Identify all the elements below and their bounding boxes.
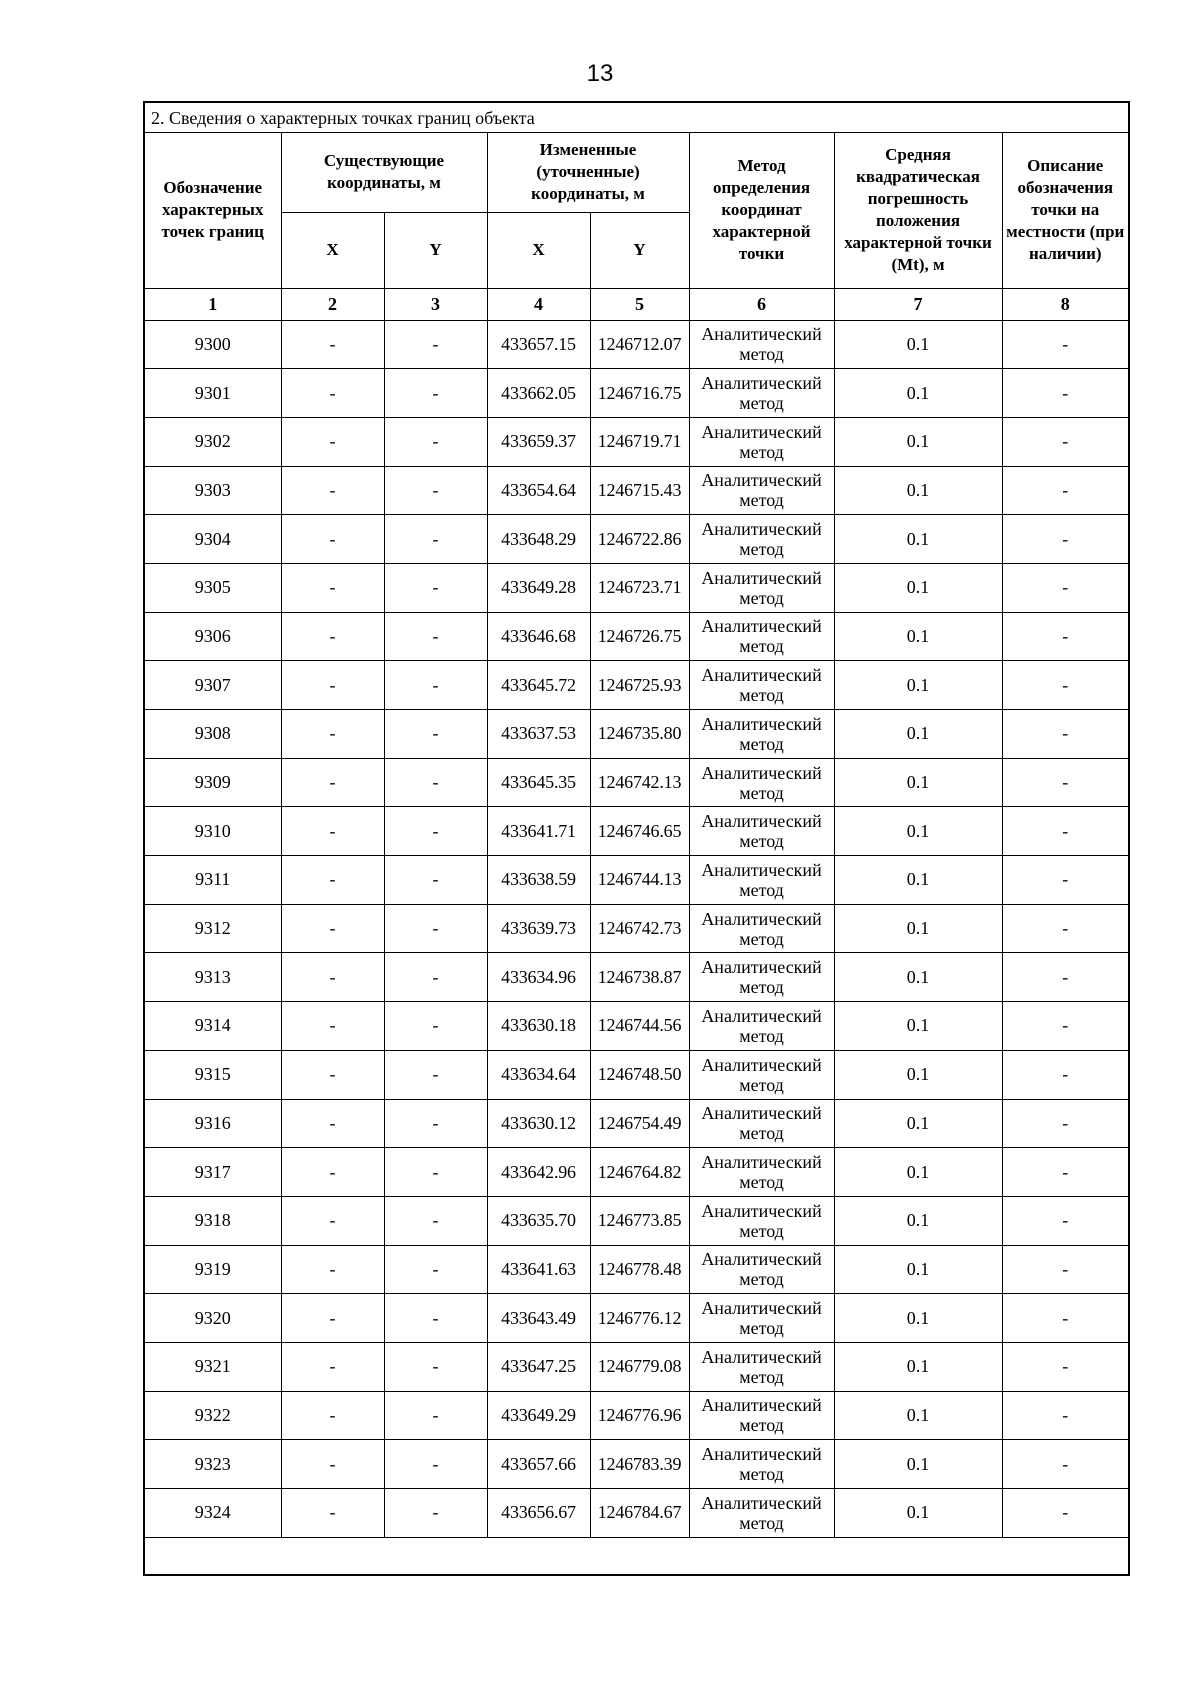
existing-y-cell: - <box>384 320 487 369</box>
point-designation-cell: 9315 <box>145 1050 281 1099</box>
column-numbers-row <box>145 288 1128 320</box>
method-cell: Аналитический метод <box>689 1489 834 1538</box>
method-cell: Аналитический метод <box>689 856 834 905</box>
changed-y-cell: 1246723.71 <box>590 563 689 612</box>
existing-y-cell: - <box>384 1391 487 1440</box>
point-designation-cell: 9300 <box>145 320 281 369</box>
column-number: 6 <box>689 288 834 320</box>
table-row <box>145 807 1128 856</box>
point-designation-cell: 9307 <box>145 661 281 710</box>
changed-x-cell: 433642.96 <box>487 1148 590 1197</box>
column-number: 1 <box>145 288 281 320</box>
empty-footer-cell <box>145 1537 1128 1574</box>
existing-x-cell: - <box>281 1245 384 1294</box>
mean-error-cell: 0.1 <box>834 1294 1002 1343</box>
column-number: 3 <box>384 288 487 320</box>
header-changed-coords: Измененные (уточненные) координаты, м <box>487 133 689 212</box>
method-cell: Аналитический метод <box>689 1002 834 1051</box>
changed-y-cell: 1246742.13 <box>590 758 689 807</box>
changed-x-cell: 433662.05 <box>487 369 590 418</box>
existing-x-cell: - <box>281 1099 384 1148</box>
method-cell: Аналитический метод <box>689 1099 834 1148</box>
method-cell: Аналитический метод <box>689 515 834 564</box>
point-designation-cell: 9323 <box>145 1440 281 1489</box>
existing-x-cell: - <box>281 515 384 564</box>
description-cell: - <box>1002 1099 1128 1148</box>
method-cell: Аналитический метод <box>689 1342 834 1391</box>
description-cell: - <box>1002 1489 1128 1538</box>
method-cell: Аналитический метод <box>689 807 834 856</box>
method-cell: Аналитический метод <box>689 563 834 612</box>
description-cell: - <box>1002 1196 1128 1245</box>
description-cell: - <box>1002 1440 1128 1489</box>
changed-x-cell: 433641.71 <box>487 807 590 856</box>
changed-x-cell: 433649.28 <box>487 563 590 612</box>
existing-y-cell: - <box>384 1050 487 1099</box>
table-row <box>145 710 1128 759</box>
mean-error-cell: 0.1 <box>834 904 1002 953</box>
existing-y-cell: - <box>384 1489 487 1538</box>
changed-x-cell: 433634.96 <box>487 953 590 1002</box>
existing-y-cell: - <box>384 612 487 661</box>
mean-error-cell: 0.1 <box>834 758 1002 807</box>
table-row <box>145 953 1128 1002</box>
existing-x-cell: - <box>281 1002 384 1051</box>
existing-x-cell: - <box>281 1294 384 1343</box>
existing-y-cell: - <box>384 1196 487 1245</box>
description-cell: - <box>1002 1391 1128 1440</box>
method-cell: Аналитический метод <box>689 758 834 807</box>
changed-x-cell: 433630.12 <box>487 1099 590 1148</box>
existing-x-cell: - <box>281 563 384 612</box>
method-cell: Аналитический метод <box>689 1440 834 1489</box>
points-grid <box>145 133 1128 1574</box>
method-cell: Аналитический метод <box>689 369 834 418</box>
mean-error-cell: 0.1 <box>834 1148 1002 1197</box>
changed-y-cell: 1246719.71 <box>590 417 689 466</box>
existing-x-cell: - <box>281 466 384 515</box>
mean-error-cell: 0.1 <box>834 563 1002 612</box>
point-designation-cell: 9303 <box>145 466 281 515</box>
boundary-points-table <box>143 101 1130 1576</box>
description-cell: - <box>1002 417 1128 466</box>
existing-y-cell: - <box>384 1148 487 1197</box>
description-cell: - <box>1002 612 1128 661</box>
table-row <box>145 661 1128 710</box>
method-cell: Аналитический метод <box>689 466 834 515</box>
changed-y-cell: 1246746.65 <box>590 807 689 856</box>
point-designation-cell: 9316 <box>145 1099 281 1148</box>
method-cell: Аналитический метод <box>689 320 834 369</box>
mean-error-cell: 0.1 <box>834 1099 1002 1148</box>
existing-x-cell: - <box>281 710 384 759</box>
mean-error-cell: 0.1 <box>834 417 1002 466</box>
existing-x-cell: - <box>281 1440 384 1489</box>
point-designation-cell: 9317 <box>145 1148 281 1197</box>
table-row <box>145 466 1128 515</box>
mean-error-cell: 0.1 <box>834 320 1002 369</box>
existing-y-cell: - <box>384 1342 487 1391</box>
header-changed-x: X <box>487 212 590 288</box>
existing-y-cell: - <box>384 758 487 807</box>
existing-y-cell: - <box>384 904 487 953</box>
point-designation-cell: 9309 <box>145 758 281 807</box>
changed-x-cell: 433646.68 <box>487 612 590 661</box>
existing-x-cell: - <box>281 612 384 661</box>
mean-error-cell: 0.1 <box>834 1342 1002 1391</box>
changed-y-cell: 1246722.86 <box>590 515 689 564</box>
point-designation-cell: 9320 <box>145 1294 281 1343</box>
existing-x-cell: - <box>281 856 384 905</box>
point-designation-cell: 9310 <box>145 807 281 856</box>
mean-error-cell: 0.1 <box>834 661 1002 710</box>
mean-error-cell: 0.1 <box>834 1050 1002 1099</box>
mean-error-cell: 0.1 <box>834 1196 1002 1245</box>
point-designation-cell: 9324 <box>145 1489 281 1538</box>
description-cell: - <box>1002 904 1128 953</box>
column-number: 5 <box>590 288 689 320</box>
mean-error-cell: 0.1 <box>834 1440 1002 1489</box>
existing-y-cell: - <box>384 1245 487 1294</box>
table-row <box>145 1342 1128 1391</box>
existing-y-cell: - <box>384 563 487 612</box>
point-designation-cell: 9301 <box>145 369 281 418</box>
table-row <box>145 320 1128 369</box>
method-cell: Аналитический метод <box>689 710 834 759</box>
header-existing-x: X <box>281 212 384 288</box>
description-cell: - <box>1002 953 1128 1002</box>
changed-x-cell: 433635.70 <box>487 1196 590 1245</box>
method-cell: Аналитический метод <box>689 1245 834 1294</box>
existing-x-cell: - <box>281 1391 384 1440</box>
changed-y-cell: 1246778.48 <box>590 1245 689 1294</box>
table-row <box>145 1196 1128 1245</box>
table-row <box>145 1440 1128 1489</box>
existing-x-cell: - <box>281 758 384 807</box>
table-row <box>145 1002 1128 1051</box>
column-number: 7 <box>834 288 1002 320</box>
existing-y-cell: - <box>384 807 487 856</box>
point-designation-cell: 9311 <box>145 856 281 905</box>
mean-error-cell: 0.1 <box>834 856 1002 905</box>
description-cell: - <box>1002 856 1128 905</box>
table-row <box>145 1489 1128 1538</box>
mean-error-cell: 0.1 <box>834 466 1002 515</box>
table-row <box>145 1050 1128 1099</box>
description-cell: - <box>1002 466 1128 515</box>
table-row <box>145 369 1128 418</box>
changed-x-cell: 433657.66 <box>487 1440 590 1489</box>
existing-y-cell: - <box>384 710 487 759</box>
changed-y-cell: 1246712.07 <box>590 320 689 369</box>
point-designation-cell: 9313 <box>145 953 281 1002</box>
description-cell: - <box>1002 661 1128 710</box>
existing-y-cell: - <box>384 515 487 564</box>
table-row <box>145 515 1128 564</box>
description-cell: - <box>1002 515 1128 564</box>
mean-error-cell: 0.1 <box>834 1391 1002 1440</box>
table-row <box>145 1294 1128 1343</box>
description-cell: - <box>1002 563 1128 612</box>
column-number: 8 <box>1002 288 1128 320</box>
method-cell: Аналитический метод <box>689 1050 834 1099</box>
existing-y-cell: - <box>384 417 487 466</box>
changed-y-cell: 1246754.49 <box>590 1099 689 1148</box>
existing-x-cell: - <box>281 904 384 953</box>
table-row <box>145 1245 1128 1294</box>
header-existing-y: Y <box>384 212 487 288</box>
points-body <box>145 320 1128 1537</box>
table-row <box>145 563 1128 612</box>
changed-x-cell: 433645.35 <box>487 758 590 807</box>
table-row <box>145 1148 1128 1197</box>
changed-y-cell: 1246725.93 <box>590 661 689 710</box>
description-cell: - <box>1002 1002 1128 1051</box>
method-cell: Аналитический метод <box>689 1294 834 1343</box>
point-designation-cell: 9321 <box>145 1342 281 1391</box>
changed-y-cell: 1246735.80 <box>590 710 689 759</box>
changed-y-cell: 1246764.82 <box>590 1148 689 1197</box>
header-description: Описание обозначения точки на местности (при наличии) <box>1002 133 1128 288</box>
existing-x-cell: - <box>281 807 384 856</box>
existing-x-cell: - <box>281 320 384 369</box>
point-designation-cell: 9314 <box>145 1002 281 1051</box>
mean-error-cell: 0.1 <box>834 953 1002 1002</box>
mean-error-cell: 0.1 <box>834 612 1002 661</box>
changed-x-cell: 433639.73 <box>487 904 590 953</box>
method-cell: Аналитический метод <box>689 661 834 710</box>
changed-x-cell: 433648.29 <box>487 515 590 564</box>
point-designation-cell: 9319 <box>145 1245 281 1294</box>
point-designation-cell: 9322 <box>145 1391 281 1440</box>
method-cell: Аналитический метод <box>689 904 834 953</box>
point-designation-cell: 9306 <box>145 612 281 661</box>
method-cell: Аналитический метод <box>689 1391 834 1440</box>
changed-y-cell: 1246773.85 <box>590 1196 689 1245</box>
changed-y-cell: 1246776.12 <box>590 1294 689 1343</box>
changed-x-cell: 433647.25 <box>487 1342 590 1391</box>
changed-x-cell: 433659.37 <box>487 417 590 466</box>
method-cell: Аналитический метод <box>689 1148 834 1197</box>
description-cell: - <box>1002 1342 1128 1391</box>
existing-x-cell: - <box>281 1148 384 1197</box>
table-row <box>145 904 1128 953</box>
description-cell: - <box>1002 807 1128 856</box>
changed-x-cell: 433643.49 <box>487 1294 590 1343</box>
existing-x-cell: - <box>281 1489 384 1538</box>
table-row <box>145 1099 1128 1148</box>
mean-error-cell: 0.1 <box>834 515 1002 564</box>
description-cell: - <box>1002 320 1128 369</box>
table-row <box>145 758 1128 807</box>
mean-error-cell: 0.1 <box>834 1489 1002 1538</box>
changed-x-cell: 433649.29 <box>487 1391 590 1440</box>
changed-x-cell: 433654.64 <box>487 466 590 515</box>
changed-y-cell: 1246779.08 <box>590 1342 689 1391</box>
point-designation-cell: 9312 <box>145 904 281 953</box>
point-designation-cell: 9302 <box>145 417 281 466</box>
changed-x-cell: 433637.53 <box>487 710 590 759</box>
existing-x-cell: - <box>281 1342 384 1391</box>
page-number: 13 <box>586 60 614 87</box>
header-existing-coords: Существующие координаты, м <box>281 133 487 212</box>
changed-y-cell: 1246783.39 <box>590 1440 689 1489</box>
changed-x-cell: 433634.64 <box>487 1050 590 1099</box>
existing-x-cell: - <box>281 661 384 710</box>
mean-error-cell: 0.1 <box>834 710 1002 759</box>
column-number: 4 <box>487 288 590 320</box>
changed-y-cell: 1246738.87 <box>590 953 689 1002</box>
method-cell: Аналитический метод <box>689 953 834 1002</box>
header-changed-y: Y <box>590 212 689 288</box>
existing-x-cell: - <box>281 417 384 466</box>
mean-error-cell: 0.1 <box>834 807 1002 856</box>
empty-footer-row <box>145 1537 1128 1574</box>
table-row <box>145 856 1128 905</box>
description-cell: - <box>1002 758 1128 807</box>
existing-y-cell: - <box>384 466 487 515</box>
mean-error-cell: 0.1 <box>834 1002 1002 1051</box>
existing-y-cell: - <box>384 1099 487 1148</box>
changed-x-cell: 433630.18 <box>487 1002 590 1051</box>
point-designation-cell: 9305 <box>145 563 281 612</box>
header-point-designation: Обозначение характерных точек границ <box>145 133 281 288</box>
changed-x-cell: 433641.63 <box>487 1245 590 1294</box>
table-row <box>145 612 1128 661</box>
description-cell: - <box>1002 1148 1128 1197</box>
changed-y-cell: 1246784.67 <box>590 1489 689 1538</box>
table-row <box>145 1391 1128 1440</box>
changed-x-cell: 433657.15 <box>487 320 590 369</box>
description-cell: - <box>1002 1294 1128 1343</box>
changed-y-cell: 1246716.75 <box>590 369 689 418</box>
existing-y-cell: - <box>384 369 487 418</box>
description-cell: - <box>1002 1245 1128 1294</box>
point-designation-cell: 9318 <box>145 1196 281 1245</box>
method-cell: Аналитический метод <box>689 612 834 661</box>
existing-x-cell: - <box>281 1196 384 1245</box>
description-cell: - <box>1002 369 1128 418</box>
table-row <box>145 417 1128 466</box>
changed-x-cell: 433656.67 <box>487 1489 590 1538</box>
existing-y-cell: - <box>384 1440 487 1489</box>
changed-x-cell: 433638.59 <box>487 856 590 905</box>
changed-y-cell: 1246748.50 <box>590 1050 689 1099</box>
existing-y-cell: - <box>384 1002 487 1051</box>
existing-y-cell: - <box>384 953 487 1002</box>
existing-x-cell: - <box>281 953 384 1002</box>
existing-x-cell: - <box>281 1050 384 1099</box>
changed-y-cell: 1246776.96 <box>590 1391 689 1440</box>
changed-y-cell: 1246742.73 <box>590 904 689 953</box>
table-caption: 2. Сведения о характерных точках границ объекта <box>145 103 1128 133</box>
mean-error-cell: 0.1 <box>834 369 1002 418</box>
changed-y-cell: 1246744.13 <box>590 856 689 905</box>
method-cell: Аналитический метод <box>689 417 834 466</box>
description-cell: - <box>1002 1050 1128 1099</box>
existing-y-cell: - <box>384 661 487 710</box>
column-number: 2 <box>281 288 384 320</box>
changed-y-cell: 1246744.56 <box>590 1002 689 1051</box>
existing-y-cell: - <box>384 1294 487 1343</box>
point-designation-cell: 9304 <box>145 515 281 564</box>
changed-y-cell: 1246726.75 <box>590 612 689 661</box>
existing-x-cell: - <box>281 369 384 418</box>
method-cell: Аналитический метод <box>689 1196 834 1245</box>
header-mean-error: Средняя квадратическая погрешность положения характерной точки (Mt), м <box>834 133 1002 288</box>
point-designation-cell: 9308 <box>145 710 281 759</box>
changed-y-cell: 1246715.43 <box>590 466 689 515</box>
header-method: Метод определения координат характерной точки <box>689 133 834 288</box>
changed-x-cell: 433645.72 <box>487 661 590 710</box>
existing-y-cell: - <box>384 856 487 905</box>
mean-error-cell: 0.1 <box>834 1245 1002 1294</box>
description-cell: - <box>1002 710 1128 759</box>
